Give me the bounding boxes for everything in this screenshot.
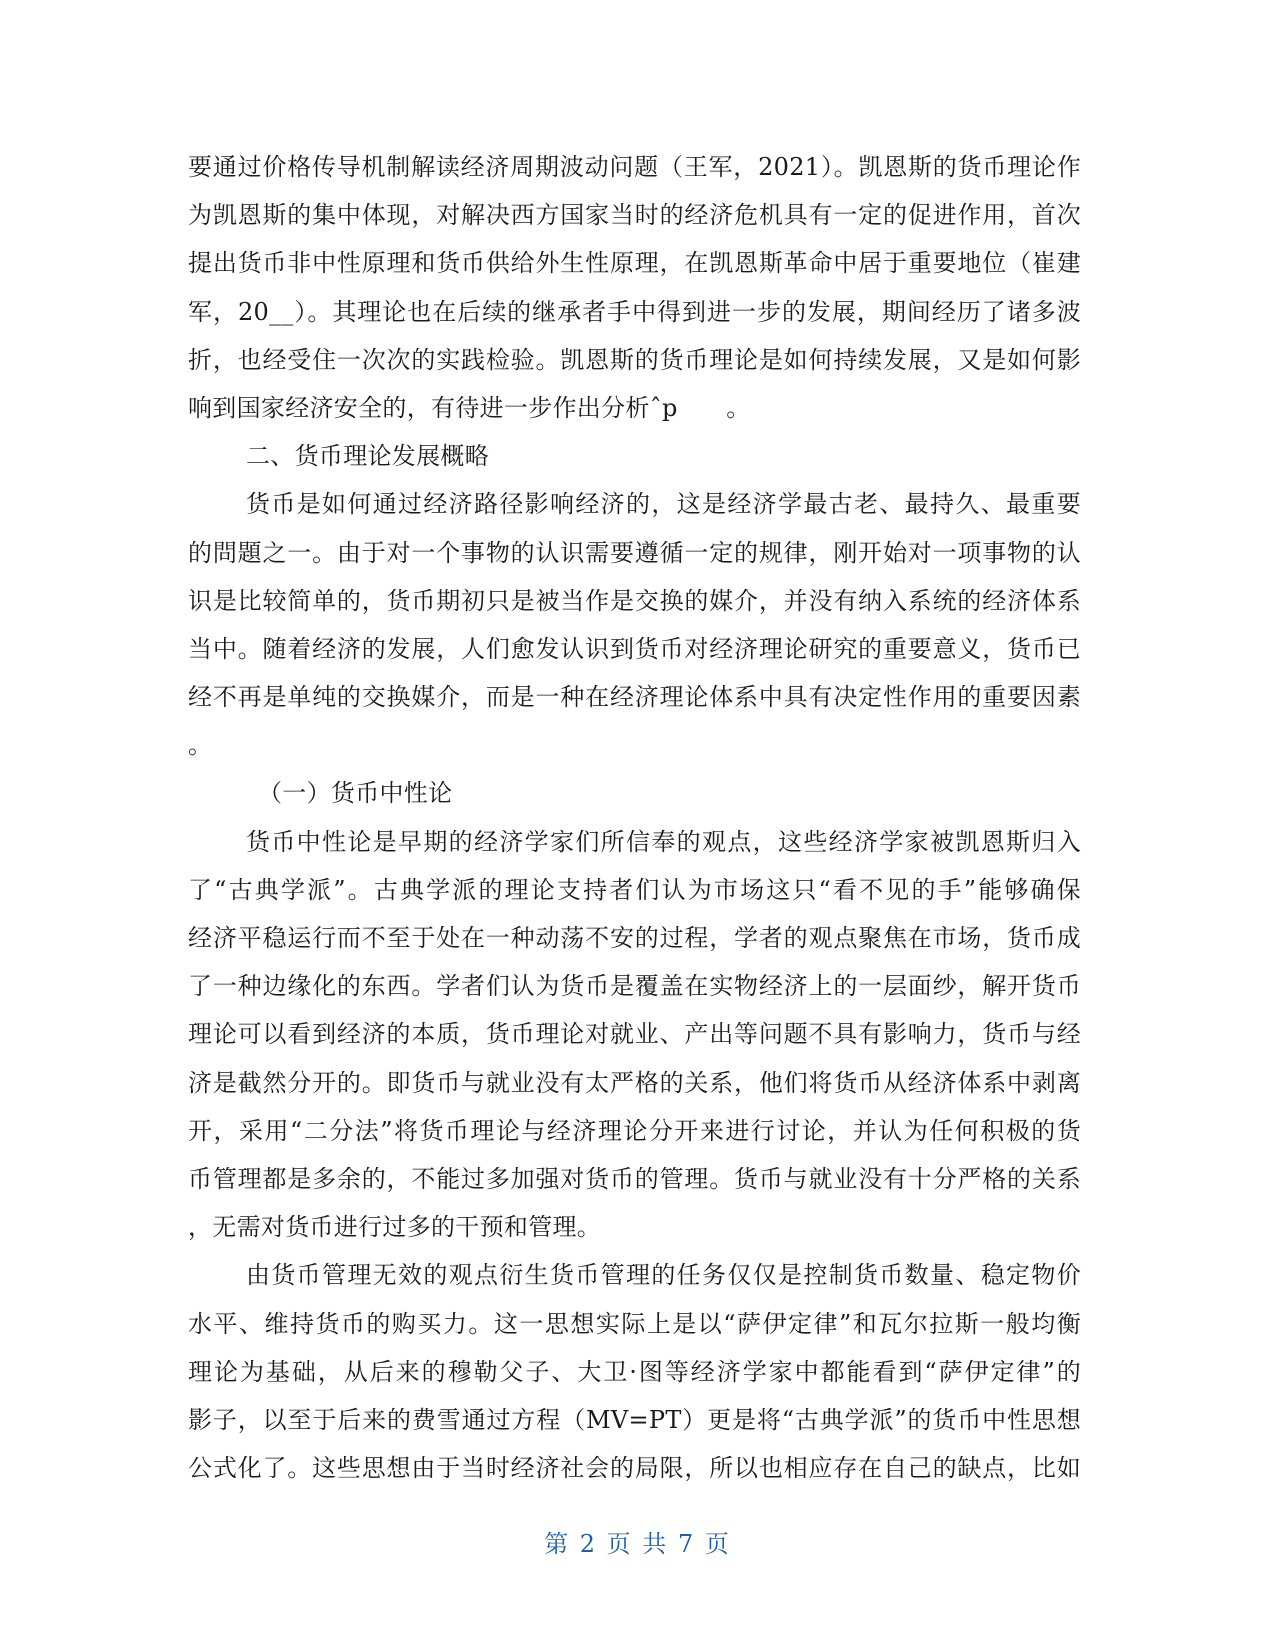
body-line: 当中。随着经济的发展，人们愈发认识到货币对经济理论研究的重要意义，货币已 <box>188 634 1081 663</box>
body-line: 经济平稳运行而不至于处在一种动荡不安的过程，学者的观点聚焦在市场，货币成 <box>188 924 1081 952</box>
body-line: 。 <box>188 731 213 760</box>
paragraph-first-line: 由货币管理无效的观点衍生货币管理的任务仅仅是控制货币数量、稳定物价 <box>246 1261 1081 1290</box>
body-line: 的問題之一。由于对一个事物的认识需要遵循一定的规律，刚开始对一项事物的认 <box>188 538 1081 567</box>
body-line: 了“古典学派”。古典学派的理论支持者们认为市场这只“看不见的手”能够确保 <box>188 875 1081 904</box>
body-line: 响到国家经济安全的，有待进一步作出分析ˆp 。 <box>188 393 751 422</box>
section-heading: 二、货币理论发展概略 <box>246 442 489 471</box>
body-line: 了一种边缘化的东西。学者们认为货币是覆盖在实物经济上的一层面纱，解开货币 <box>188 972 1081 1001</box>
body-line: ，无需对货币进行过多的干预和管理。 <box>188 1213 602 1242</box>
body-line: 为凯恩斯的集中体现，对解决西方国家当时的经济危机具有一定的促进作用，首次 <box>188 201 1081 230</box>
paragraph-first-line: 货币是如何通过经济路径影响经济的，这是经济学最古老、最持久、最重要 <box>246 490 1081 519</box>
body-line: 币管理都是多余的，不能过多加强对货币的管理。货币与就业没有十分严格的关系 <box>188 1164 1081 1193</box>
body-line: 公式化了。这些思想由于当时经济社会的局限，所以也相应存在自己的缺点，比如 <box>188 1454 1081 1483</box>
paragraph-first-line: 货币中性论是早期的经济学家们所信奉的观点，这些经济学家被凯恩斯归入 <box>246 827 1081 856</box>
subsection-heading: （一）货币中性论 <box>258 779 453 808</box>
body-line: 开，采用“二分法”将货币理论与经济理论分开来进行讨论，并认为任何积极的货 <box>188 1116 1081 1145</box>
document-body <box>188 143 1081 1492</box>
body-line: 水平、维持货币的购买力。这一思想实际上是以“萨伊定律”和瓦尔拉斯一般均衡 <box>188 1309 1081 1338</box>
body-line: 折，也经受住一次次的实践检验。凯恩斯的货币理论是如何持续发展，又是如何影 <box>188 345 1081 374</box>
body-line: 济是截然分开的。即货币与就业没有太严格的关系，他们将货币从经济体系中剥离 <box>188 1068 1081 1097</box>
body-line: 要通过价格传导机制解读经济周期波动问题（王军，2021）。凯恩斯的货币理论作 <box>188 153 1081 181</box>
body-line: 识是比较简单的，货币期初只是被当作是交换的媒介，并没有纳入系统的经济体系 <box>188 586 1081 615</box>
body-line: 理论可以看到经济的本质，货币理论对就业、产出等问题不具有影响力，货币与经 <box>188 1020 1081 1049</box>
body-line: 军，20__）。其理论也在后续的继承者手中得到进一步的发展，期间经历了诸多波 <box>188 297 1081 326</box>
body-line: 经不再是单纯的交换媒介，而是一种在经济理论体系中具有决定性作用的重要因素 <box>188 683 1081 712</box>
body-line: 理论为基础，从后来的穆勒父子、大卫·图等经济学家中都能看到“萨伊定律”的 <box>188 1357 1081 1386</box>
body-line: 影子，以至于后来的费雪通过方程（MV=PT）更是将“古典学派”的货币中性思想 <box>188 1405 1081 1434</box>
body-line: 提出货币非中性原理和货币供给外生性原理，在凯恩斯革命中居于重要地位（崔建 <box>188 249 1081 278</box>
page-number-footer: 第 2 页 共 7 页 <box>544 1530 731 1558</box>
